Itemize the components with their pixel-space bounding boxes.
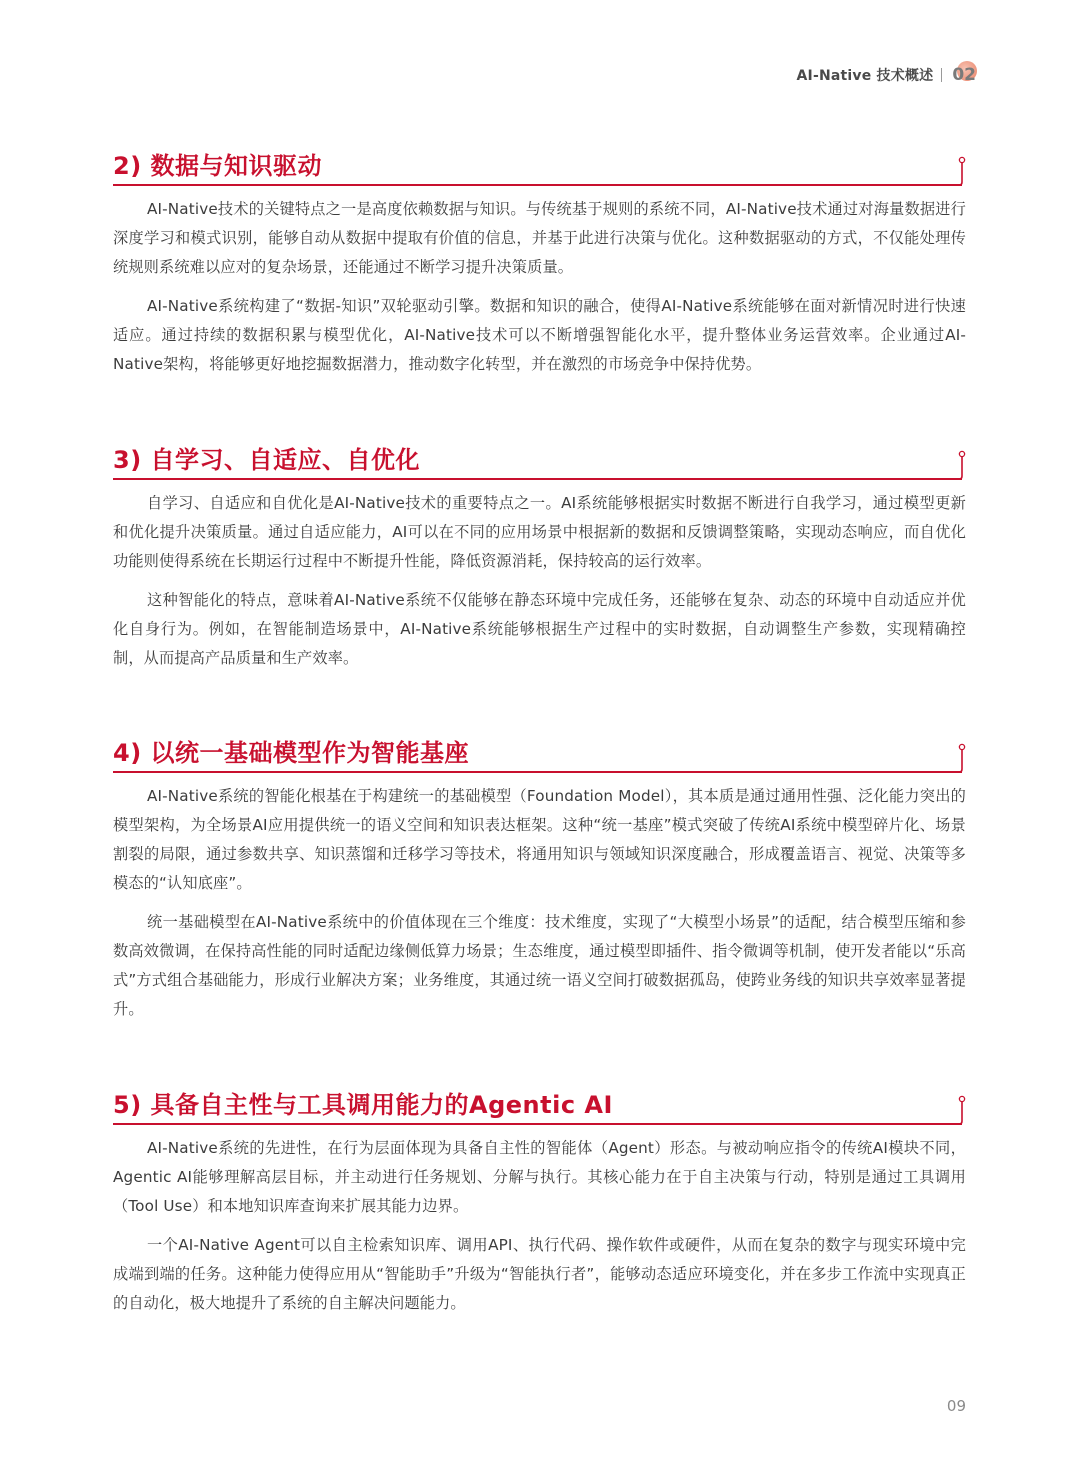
section-body — [113, 1134, 966, 1318]
running-header — [797, 62, 976, 88]
running-header-divider — [941, 68, 942, 82]
section-rule — [113, 478, 962, 480]
heading-hook-icon — [957, 156, 966, 186]
heading-hook-icon — [957, 1095, 966, 1125]
heading-hook-icon — [957, 450, 966, 480]
section-foundation-model — [113, 735, 966, 1024]
chapter-number — [950, 65, 976, 85]
section-data-knowledge-driven — [113, 148, 966, 379]
section-agentic-ai — [113, 1087, 966, 1318]
section-title: 4) 以统一基础模型作为智能基座 — [113, 739, 470, 767]
running-header-title: AI-Native 技术概述 — [796, 68, 934, 84]
section-title: 3) 自学习、自适应、自优化 — [113, 446, 421, 474]
section-heading — [113, 1087, 966, 1125]
section-heading — [113, 442, 966, 480]
paragraph: 统一基础模型在AI-Native系统中的价值体现在三个维度：技术维度，实现了“大模型小场景”的适配，结合模型压缩和参数高效微调，在保持高性能的同时适配边缘侧低算力场景；生态维度，通过模型即插件、指令微调等机制，使开发者能以“乐高式”方式组合基础能力，形成行业解决方案；业务维度，其通过统一语义空间打破数据孤岛，使跨业务线的知识共享效率显著提升。 — [113, 913, 966, 1018]
section-body — [113, 195, 966, 379]
paragraph: AI-Native系统构建了“数据-知识”双轮驱动引擎。数据和知识的融合，使得AI-Native系统能够在面对新情况时进行快速适应。通过持续的数据积累与模型优化，AI-Native技术可以不断增强智能化水平，提升整体业务运营效率。企业通过AI-Native架构，将能够更好地挖掘数据潜力，推动数字化转型，并在激烈的市场竞争中保持优势。 — [113, 297, 966, 373]
section-rule — [113, 184, 962, 186]
section-title: 5) 具备自主性与工具调用能力的Agentic AI — [113, 1091, 613, 1119]
section-body — [113, 782, 966, 1024]
section-heading — [113, 735, 966, 773]
section-heading — [113, 148, 966, 186]
paragraph: AI-Native系统的先进性，在行为层面体现为具备自主性的智能体（Agent）形态。与被动响应指令的传统AI模块不同，Agentic AI能够理解高层目标，并主动进行任务规划、分解与执行。其核心能力在于自主决策与行动，特别是通过工具调用（Tool Use）和本地知识库查询来扩展其能力边界。 — [113, 1139, 966, 1215]
paragraph: AI-Native技术的关键特点之一是高度依赖数据与知识。与传统基于规则的系统不同，AI-Native技术通过对海量数据进行深度学习和模式识别，能够自动从数据中提取有价值的信息，并基于此进行决策与优化。这种数据驱动的方式，不仅能处理传统规则系统难以应对的复杂场景，还能通过不断学习提升决策质量。 — [113, 200, 966, 276]
page-number: 09 — [946, 1397, 966, 1415]
heading-hook-icon — [957, 743, 966, 773]
paragraph: 这种智能化的特点，意味着AI-Native系统不仅能够在静态环境中完成任务，还能够在复杂、动态的环境中自动适应并优化自身行为。例如，在智能制造场景中，AI-Native系统能够根据生产过程中的实时数据，自动调整生产参数，实现精确控制，从而提高产品质量和生产效率。 — [113, 591, 966, 667]
section-rule — [113, 1123, 962, 1125]
section-rule — [113, 771, 962, 773]
section-self-learning — [113, 442, 966, 673]
paragraph: 一个AI-Native Agent可以自主检索知识库、调用API、执行代码、操作软件或硬件，从而在复杂的数字与现实环境中完成端到端的任务。这种能力使得应用从“智能助手”升级为“智能执行者”，能够动态适应环境变化，并在多步工作流中实现真正的自动化，极大地提升了系统的自主解决问题能力。 — [113, 1236, 966, 1312]
chapter-number-text: 02 — [952, 65, 976, 85]
section-title: 2) 数据与知识驱动 — [113, 152, 323, 180]
section-body — [113, 489, 966, 673]
paragraph: AI-Native系统的智能化根基在于构建统一的基础模型（Foundation Model），其本质是通过通用性强、泛化能力突出的模型架构，为全场景AI应用提供统一的语义空间和知识表达框架。这种“统一基座”模式突破了传统AI系统中模型碎片化、场景割裂的局限，通过参数共享、知识蒸馏和迁移学习等技术，将通用知识与领域知识深度融合，形成覆盖语言、视觉、决策等多模态的“认知底座”。 — [113, 787, 966, 892]
paragraph: 自学习、自适应和自优化是AI-Native技术的重要特点之一。AI系统能够根据实时数据不断进行自我学习，通过模型更新和优化提升决策质量。通过自适应能力，AI可以在不同的应用场景中根据新的数据和反馈调整策略，实现动态响应，而自优化功能则使得系统在长期运行过程中不断提升性能，降低资源消耗，保持较高的运行效率。 — [113, 494, 966, 570]
